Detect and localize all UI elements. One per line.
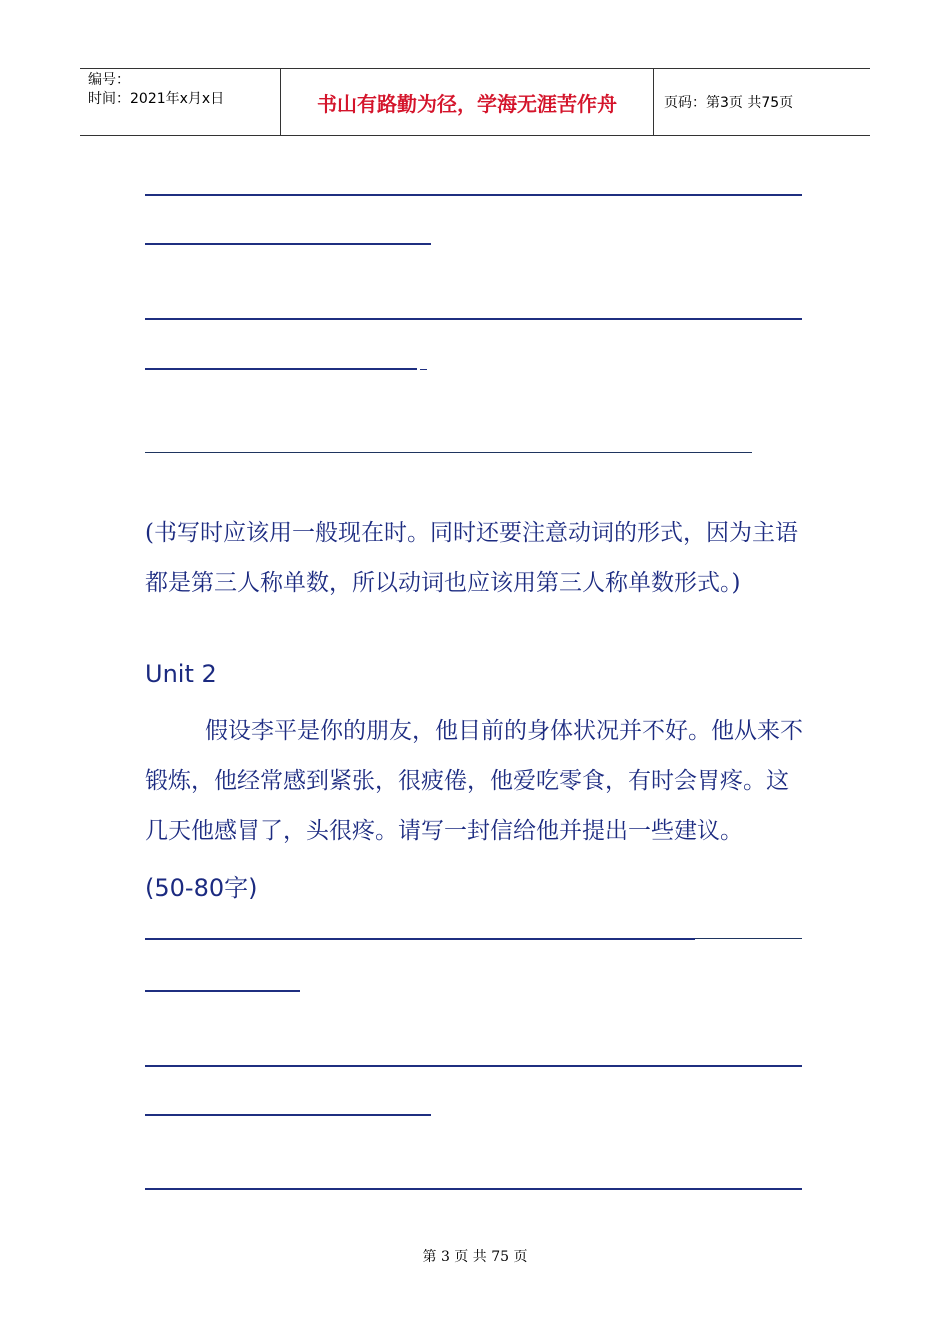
writing-line [145,1114,431,1116]
header-motto: 书山有路勤为径，学海无涯苦作舟 [281,69,654,135]
header-page-info: 页码：第3页 共75页 [664,95,794,111]
writing-line [695,938,802,939]
writing-note: (书写时应该用一般现在时。同时还要注意动词的形式，因为主语都是第三人称单数，所以动词也应该用第三人称单数形式。) [145,520,798,596]
writing-line [145,368,417,370]
writing-line [145,1188,802,1190]
writing-line [145,452,752,453]
number-label: 编号： [88,72,130,88]
writing-line [145,990,300,992]
word-limit: (50-80字) [145,874,258,902]
writing-line-tail [420,369,427,370]
page-footer: 第 3 页 共 75 页 [422,1249,528,1265]
writing-line [145,194,802,196]
writing-prompt: 假设李平是你的朋友，他目前的身体状况并不好。他从来不锻炼，他经常感到紧张，很疲倦，他爱吃零食，有时会胃疼。这几天他感冒了，头很疼。请写一封信给他并提出一些建议。 [145,718,803,844]
writing-line [145,318,802,320]
header-meta [80,69,281,135]
writing-line [145,938,695,940]
time-label: 时间：2021年x月x日 [88,91,225,107]
page-header [80,68,870,136]
unit-title: Unit 2 [145,660,217,688]
writing-line [145,243,431,245]
writing-line [145,1065,802,1067]
